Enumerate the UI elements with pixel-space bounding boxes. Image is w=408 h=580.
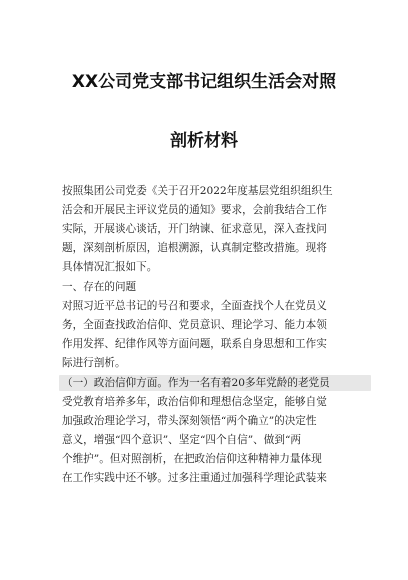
subsection-1-line-3: 加强政治理论学习，带头深刻领悟“两个确立”的决定性 [62, 415, 317, 427]
section-1-line-2: 务，全面查找政治信仰、党员意识、理论学习、能力本领 [62, 319, 327, 331]
section-1-line-3: 作用发挥、纪律作风等方面问题，联系自身思想和工作实 [62, 338, 327, 350]
section-1-line-1: 对照习近平总书记的号召和要求，全面查找个人在党员义 [62, 300, 327, 312]
section-1-heading: 一、存在的问题 [62, 281, 137, 293]
intro-line-3: 实际，开展谈心谈话，开门纳谏、征求意见，深入查找问 [62, 223, 327, 235]
subsection-1-line-6: 在工作实践中还不够。过多注重通过加强科学理论武装来 [62, 472, 327, 484]
subsection-1-line-5: 个维护”。但对照剖析，在把政治信仰这种精神力量体现 [62, 453, 322, 465]
intro-line-5: 具体情况汇报如下。 [62, 261, 158, 273]
subsection-1-heading-line: （一）政治信仰方面。作为一名有着20多年党龄的老党员 [62, 377, 330, 389]
intro-line-1: 按照集团公司党委《关于召开2022年度基层党组织组织生 [62, 185, 333, 197]
subsection-1-line-4: 意义，增强“四个意识”、坚定“四个自信”、做到“两 [62, 434, 301, 446]
document-title-line-1: XX公司党支部书记组织生活会对照 [71, 72, 337, 92]
section-1-line-4: 际进行剖析。 [62, 357, 126, 369]
subsection-1-line-2: 受党教育培养多年，政治信仰和理想信念坚定，能够自觉 [62, 396, 327, 408]
intro-line-2: 活会和开展民主评议党员的通知》要求，会前我结合工作 [62, 204, 327, 216]
intro-line-4: 题，深刻剖析原因，追根溯源，认真制定整改措施。现将 [62, 242, 327, 254]
document-title-line-2: 剖析材料 [170, 131, 238, 151]
